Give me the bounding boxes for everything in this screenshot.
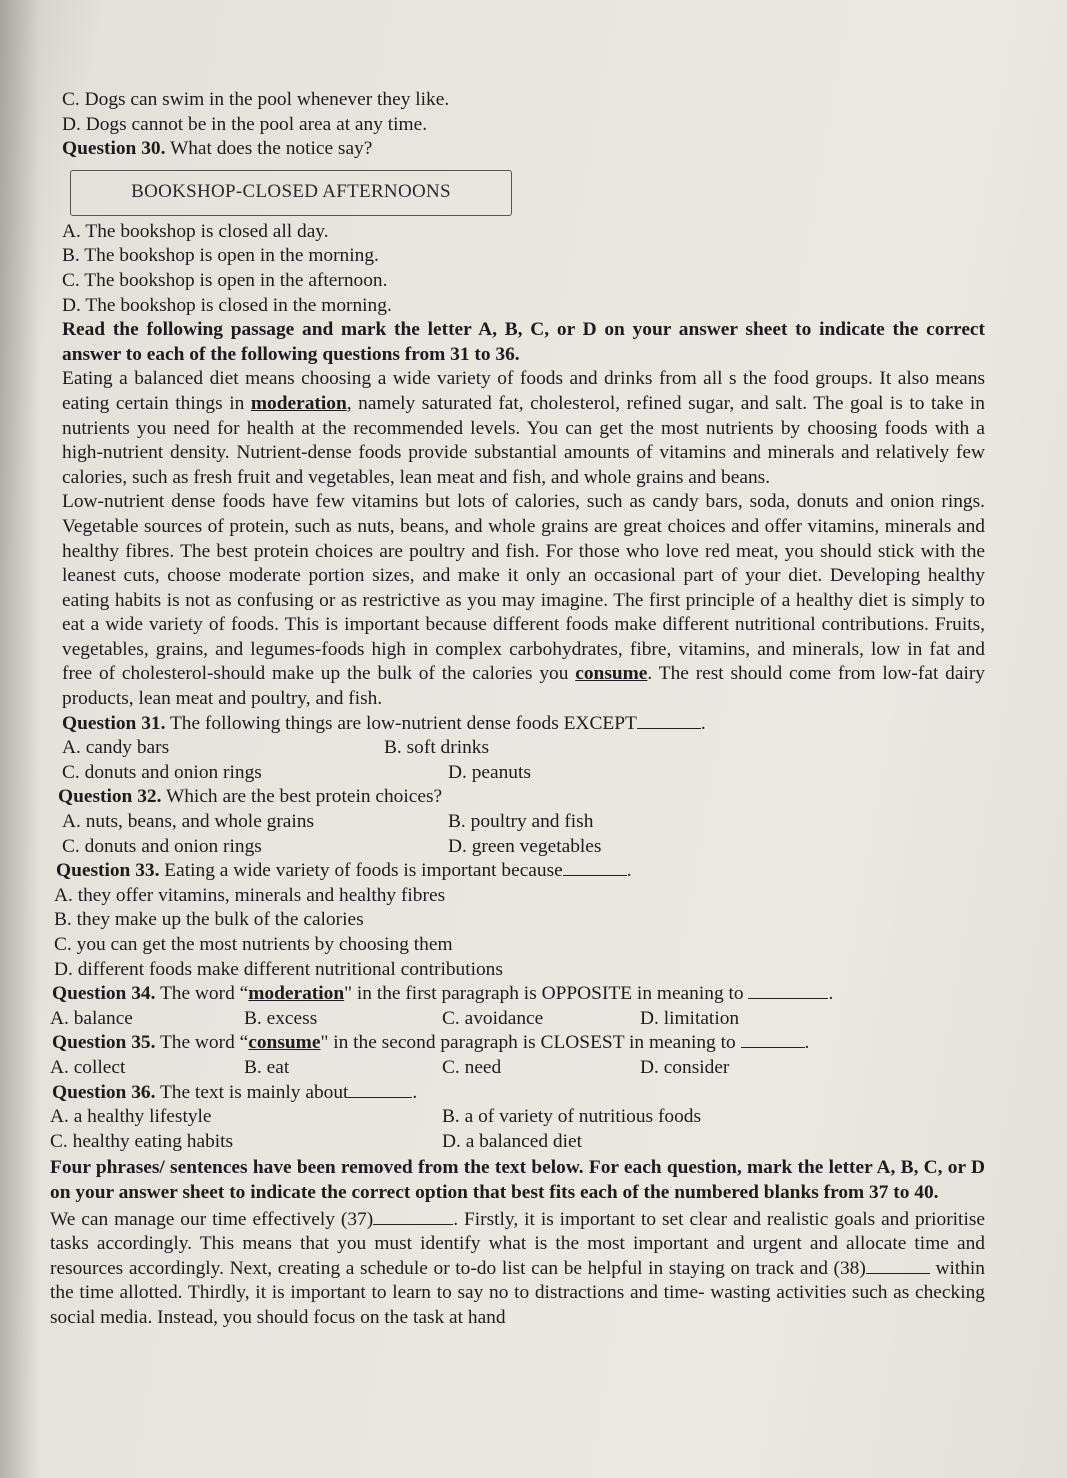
q32-option-c: C. donuts and onion rings xyxy=(62,835,262,857)
q36-option-a: A. a healthy lifestyle xyxy=(50,1106,212,1128)
q34-options-row xyxy=(50,1007,985,1032)
q33-option-b: B. they make up the bulk of the calories xyxy=(54,909,364,931)
q33-end: . xyxy=(626,860,632,882)
q34-end: . xyxy=(828,983,834,1005)
q36-label: Question 36. xyxy=(52,1081,156,1103)
q30-option-b: B. The bookshop is open in the morning. xyxy=(62,245,379,267)
q33-blank xyxy=(563,861,627,876)
q35-options-row xyxy=(50,1056,985,1081)
q31-option-c: C. donuts and onion rings xyxy=(62,761,262,783)
q35-option-b: B. eat xyxy=(244,1056,290,1078)
page-content xyxy=(50,88,985,1331)
p2-text-b: . The rest should come from low-fat dairy products, lean meat and poultry, and fish. xyxy=(62,663,985,710)
q30-option-c: C. The bookshop is open in the afternoon. xyxy=(62,269,388,291)
q31-options-row-1 xyxy=(50,736,985,761)
p1-keyword-moderation: moderation xyxy=(250,392,347,414)
q34-keyword: moderation xyxy=(248,983,345,1005)
q31-label: Question 31. xyxy=(62,712,166,734)
q34-stem xyxy=(50,982,985,1007)
q30-option-d: D. The bookshop is closed in the morning. xyxy=(62,294,392,316)
q34-pre: The word “ xyxy=(159,983,249,1005)
q33-option-c: C. you can get the most nutrients by choosing them xyxy=(54,934,453,955)
q29-option-c: C. Dogs can swim in the pool whenever they like. xyxy=(62,89,450,110)
q35-keyword: consume xyxy=(248,1032,321,1054)
q34-post: " in the first paragraph is OPPOSITE in meaning to xyxy=(344,983,744,1005)
q35-label: Question 35. xyxy=(52,1032,156,1054)
q31-text: The following things are low-nutrient dense foods EXCEPT xyxy=(169,712,637,734)
q32-options-row-1 xyxy=(50,810,985,835)
p1-text-b: , namely saturated fat, cholesterol, refined sugar, and salt. The goal is to take in nutrients you need for health at the recommended levels. You can get the most nutrients by choosing foods with a high-nutrient density. Nutrient-dense foods provide substantial amounts of vitamins and minerals and relatively few calories, such as fresh fruit and vegetables, lean meat and fish, and whole grains and beans. xyxy=(62,392,985,488)
q31-option-b: B. soft drinks xyxy=(384,737,490,759)
q34-option-b: B. excess xyxy=(244,1007,318,1029)
q30-option-a: A. The bookshop is closed all day. xyxy=(62,220,329,242)
reading-paragraph-1 xyxy=(50,367,985,490)
q35-pre: The word “ xyxy=(159,1032,249,1054)
q32-options-row-2 xyxy=(50,835,985,860)
cloze-blank-37 xyxy=(373,1210,453,1225)
q35-post: " in the second paragraph is CLOSEST in meaning to xyxy=(320,1032,736,1054)
q36-stem xyxy=(50,1081,985,1106)
q32-option-b: B. poultry and fish xyxy=(448,811,594,833)
q33-text: Eating a wide variety of foods is important because xyxy=(164,860,563,882)
q36-option-c: C. healthy eating habits xyxy=(50,1130,234,1152)
q36-blank xyxy=(348,1083,412,1098)
q36-option-d: D. a balanced diet xyxy=(442,1130,582,1152)
cloze-instruction: Four phrases/ sentences have been removed from the text below. For each question, mark the letter A, B, C, or D on your answer sheet to indicate the correct option that best fits each of the numbered blanks from 37 to 40. xyxy=(50,1157,985,1203)
reading-instruction: Read the following passage and mark the letter A, B, C, or D on your answer sheet to indicate the correct answer to each of the following questions from 31 to 36. xyxy=(62,319,985,365)
q33-option-a: A. they offer vitamins, minerals and healthy fibres xyxy=(54,884,446,906)
q31-options-row-2 xyxy=(50,761,985,786)
q34-option-d: D. limitation xyxy=(640,1007,740,1029)
q36-text: The text is mainly about xyxy=(159,1081,349,1103)
q32-option-d: D. green vegetables xyxy=(448,835,602,857)
cloze-text-3: within the time allotted. Thirdly, it is important to learn to say no to distractions and time- wasting activities such as checking social media. Instead, you should focus on the task at hand xyxy=(50,1257,986,1328)
q29-option-d: D. Dogs cannot be in the pool area at any time. xyxy=(62,113,428,135)
q34-option-a: A. balance xyxy=(50,1007,133,1029)
q36-options-row-1 xyxy=(50,1105,985,1130)
q34-blank xyxy=(748,984,828,999)
cloze-text-1: We can manage our time effectively (37) xyxy=(50,1208,374,1230)
q31-end: . xyxy=(700,712,706,734)
q31-option-d: D. peanuts xyxy=(448,761,531,783)
q30-stem xyxy=(50,137,985,162)
q32-label: Question 32. xyxy=(58,786,162,808)
cloze-text-2: . Firstly, it is important to set clear and realistic goals and prioritise tasks accordingly. This means that you must identify what is the most important and urgent and allocate time and resources accordingly. Next, creating a schedule or to-do list can be helpful in staying on track and (38) xyxy=(50,1208,985,1279)
q36-options-row-2 xyxy=(50,1130,985,1155)
p2-keyword-consume: consume xyxy=(575,663,648,685)
q36-end: . xyxy=(412,1081,418,1103)
q32-option-a: A. nuts, beans, and whole grains xyxy=(62,811,315,833)
q30-notice-sign: BOOKSHOP-CLOSED AFTERNOONS xyxy=(70,170,512,216)
q35-blank xyxy=(741,1033,805,1048)
q33-stem xyxy=(50,859,985,884)
q31-option-a: A. candy bars xyxy=(62,737,170,759)
q30-text: What does the notice say? xyxy=(169,138,373,160)
q35-option-d: D. consider xyxy=(640,1056,730,1078)
q32-stem xyxy=(50,785,985,810)
q35-option-c: C. need xyxy=(442,1056,502,1078)
cloze-passage xyxy=(50,1208,985,1331)
q35-option-a: A. collect xyxy=(50,1056,126,1078)
p1-text-a: Eating a balanced diet means choosing a wide variety of foods and drinks from all s the food groups. It also means eating certain things in xyxy=(62,368,985,414)
q31-blank xyxy=(637,714,701,729)
q32-text: Which are the best protein choices? xyxy=(165,786,443,808)
q34-label: Question 34. xyxy=(52,983,156,1005)
page-edge-shadow xyxy=(0,0,40,1478)
q35-end: . xyxy=(804,1032,810,1054)
q31-stem xyxy=(50,712,985,737)
p2-text-a: Low-nutrient dense foods have few vitamins but lots of calories, such as candy bars, soda, donuts and onion rings. Vegetable sources of protein, such as nuts, beans, and whole grains are great choices and offer vitamins, minerals and healthy fibres. The best protein choices are poultry and fish. For those who love red meat, you should stick with the leanest cuts, choose moderate portion sizes, and make it only an occasional part of your diet. Developing healthy eating habits is not as confusing or as restrictive as you may imagine. The first principle of a healthy diet is simply to eat a wide variety of foods. This is important because different foods make different nutritional contributions. Fruits, vegetables, grains, and legumes-foods high in complex carbohydrates, fibre, vitamins, and minerals, low in fat and free of cholesterol-should make up the bulk of the calories you xyxy=(62,491,985,685)
q36-option-b: B. a of variety of nutritious foods xyxy=(442,1106,702,1128)
q30-label: Question 30. xyxy=(62,138,166,160)
reading-paragraph-2 xyxy=(50,490,985,711)
cloze-blank-38 xyxy=(866,1259,930,1274)
q35-stem xyxy=(50,1031,985,1056)
q34-option-c: C. avoidance xyxy=(442,1007,544,1029)
q33-option-d: D. different foods make different nutritional contributions xyxy=(54,958,503,980)
q33-label: Question 33. xyxy=(56,860,160,882)
